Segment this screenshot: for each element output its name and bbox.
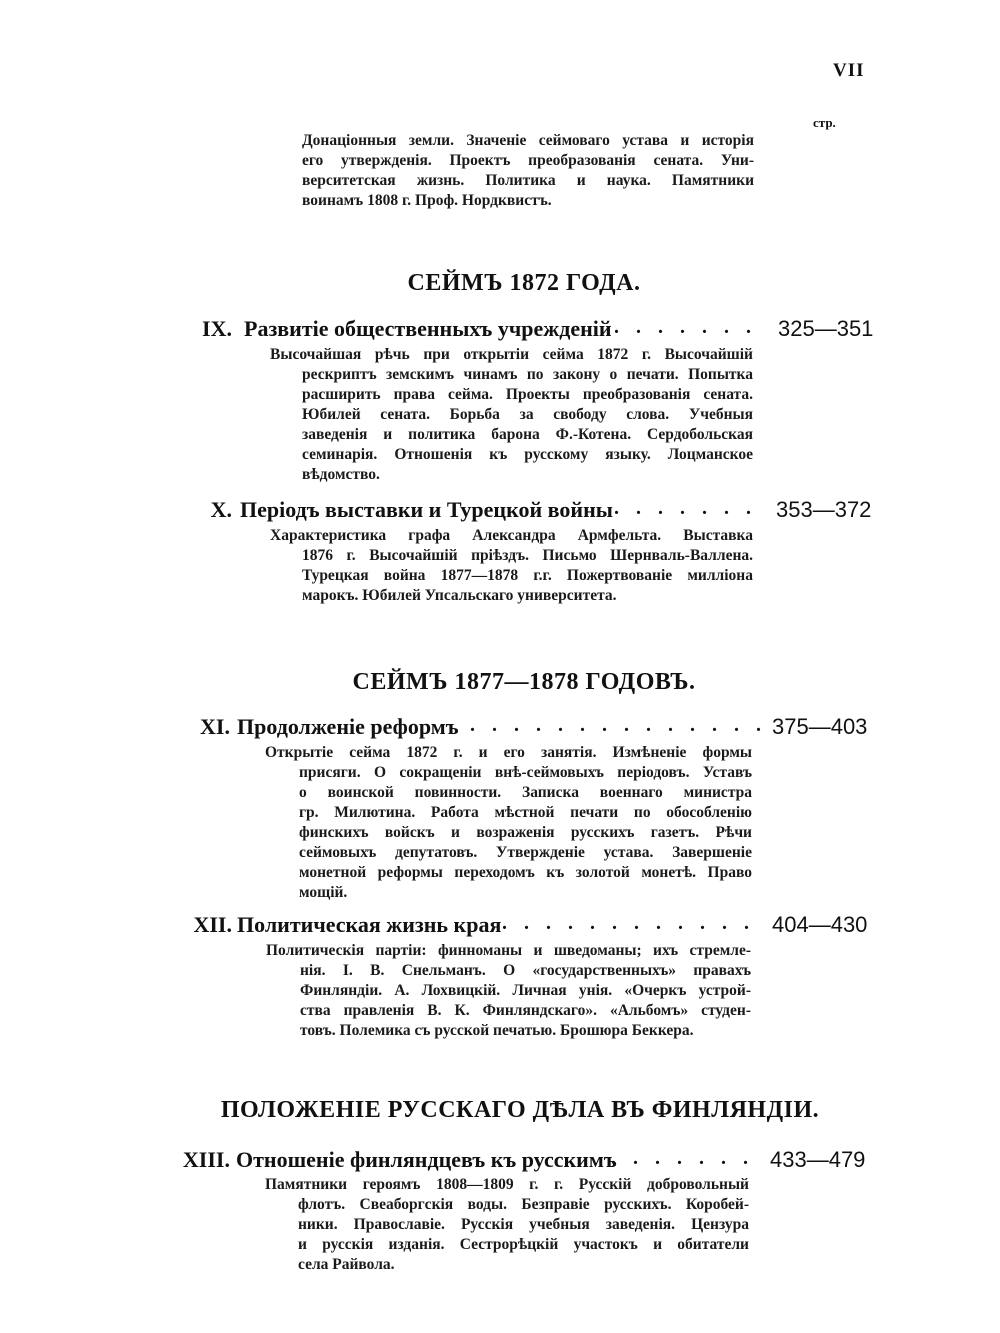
page-range: 433—479 bbox=[770, 1147, 866, 1172]
description-line: сеймовыхъ депутатовъ. Утвержденіе устава. Завершеніе bbox=[299, 844, 752, 861]
description-line: 1876 г. Высочайшій пріѣздъ. Письмо Шернваль-Валлена. bbox=[302, 547, 753, 564]
chapter-description bbox=[300, 961, 751, 1041]
page-range: 404—430 bbox=[772, 912, 868, 937]
description-line: Высочайшая рѣчь при открытіи сейма 1872 г. Высочайшій bbox=[270, 346, 753, 363]
description-line: рескриптъ земскимъ чинамъ по закону о печати. Попытка bbox=[302, 366, 753, 383]
description-line: Открытіе сейма 1872 г. и его занятія. Измѣненіе формы bbox=[265, 744, 752, 761]
leader-dots: . . . . . . . bbox=[611, 1147, 754, 1169]
chapter-description bbox=[270, 526, 753, 546]
chapter-numeral: IX. bbox=[202, 316, 232, 341]
toc-entry[interactable] bbox=[0, 1147, 1000, 1175]
chapter-numeral: XI. bbox=[200, 714, 230, 739]
description-line: Политическія партіи: финноманы и шведоманы; ихъ стремле- bbox=[266, 942, 751, 959]
section-title: ПОЛОЖЕНІЕ РУССКАГО ДѢЛА ВЪ ФИНЛЯНДІИ. bbox=[220, 1097, 820, 1123]
section-title: СЕЙМЪ 1877—1878 ГОДОВЪ. bbox=[352, 669, 696, 695]
chapter-description bbox=[299, 763, 752, 903]
chapter-description bbox=[298, 1195, 749, 1275]
description-line: заведенія и политика барона Ф.-Котена. Сердобольская bbox=[302, 426, 753, 443]
chapter-title: Политическая жизнь края bbox=[237, 912, 502, 937]
description-line: и русскія изданія. Сестрорѣцкій участокъ и обитатели bbox=[298, 1236, 749, 1253]
page-column-label: стр. bbox=[813, 115, 836, 130]
chapter-title: Развитіе общественныхъ учрежденій bbox=[244, 316, 612, 341]
chapter-title: Продолженіе реформъ bbox=[237, 714, 459, 739]
description-line: гр. Милютина. Работа мѣстной печати по обособленію bbox=[299, 804, 752, 821]
description-line: Турецкая война 1877—1878 г.г. Пожертвованіе милліона bbox=[302, 567, 753, 584]
chapter-description bbox=[270, 345, 753, 365]
chapter-description bbox=[265, 1175, 749, 1195]
leader-dots: . . . . . . . bbox=[614, 497, 757, 519]
chapter-numeral: X. bbox=[210, 497, 232, 522]
chapter-description bbox=[302, 365, 753, 485]
description-line: товъ. Полемика съ русской печатью. Брошюра Беккера. bbox=[300, 1022, 694, 1039]
chapter-title: Отношеніе финляндцевъ къ русскимъ bbox=[236, 1147, 617, 1172]
page-number: VII bbox=[833, 60, 865, 81]
leader-dots: . . . . . . . bbox=[614, 316, 757, 338]
description-line: семинарія. Отношенія къ русскому языку. Лоцманское bbox=[302, 446, 753, 463]
description-line: Юбилей сената. Борьба за свободу слова. Учебныя bbox=[302, 406, 753, 423]
chapter-numeral: XII. bbox=[193, 912, 232, 937]
description-line: Памятники героямъ 1808—1809 г. г. Русскій добровольный bbox=[265, 1176, 749, 1193]
page-range: 375—403 bbox=[772, 714, 868, 739]
intro-line: воинамъ 1808 г. Проф. Нордквистъ. bbox=[302, 192, 552, 209]
description-line: села Райвола. bbox=[298, 1256, 395, 1273]
chapter-description bbox=[265, 743, 752, 763]
leader-dots: . . . . . . . . . . . . . . bbox=[470, 714, 767, 736]
description-line: вѣдомство. bbox=[302, 466, 380, 483]
page-range: 325—351 bbox=[778, 316, 874, 341]
description-line: нія. І. В. Снельманъ. О «государственныхъ» правахъ bbox=[300, 962, 751, 979]
intro-description bbox=[302, 131, 754, 211]
description-line: о воинской повинности. Записка военнаго министра bbox=[299, 784, 752, 801]
intro-line: верситетская жизнь. Политика и наука. Памятники bbox=[302, 172, 754, 189]
description-line: ники. Православіе. Русскія учебныя заведенія. Цензура bbox=[298, 1216, 749, 1233]
intro-line: его утвержденія. Проектъ преобразованія сената. Уни- bbox=[302, 152, 754, 169]
description-line: флотъ. Свеаборгскія воды. Безправіе русскихъ. Коробей- bbox=[298, 1196, 749, 1213]
leader-dots: . . . . . . . . . . . . bbox=[502, 912, 755, 934]
description-line: Характеристика графа Александра Армфельта. Выставка bbox=[270, 527, 753, 544]
description-line: марокъ. Юбилей Упсальскаго университета. bbox=[302, 587, 617, 604]
chapter-description bbox=[302, 546, 753, 606]
toc-entry[interactable] bbox=[0, 497, 1000, 525]
toc-entry[interactable] bbox=[0, 316, 1000, 344]
description-line: присяги. О сокращеніи внѣ-сеймовыхъ періодовъ. Уставъ bbox=[299, 764, 752, 781]
page-range: 353—372 bbox=[776, 497, 872, 522]
chapter-title: Періодъ выставки и Турецкой войны bbox=[240, 497, 613, 522]
description-line: мощій. bbox=[299, 884, 348, 901]
description-line: ства правленія В. К. Финляндскаго». «Альбомъ» студен- bbox=[300, 1002, 751, 1019]
description-line: Финляндіи. А. Лохвицкій. Личная унія. «Очеркъ устрой- bbox=[300, 982, 751, 999]
description-line: финскихъ войскъ и возраженія русскихъ газетъ. Рѣчи bbox=[299, 824, 752, 841]
description-line: монетной реформы переходомъ къ золотой монетѣ. Право bbox=[299, 864, 752, 881]
description-line: расширить права сейма. Проекты преобразованія сената. bbox=[302, 386, 753, 403]
chapter-numeral: XIII. bbox=[182, 1147, 230, 1172]
toc-entry[interactable] bbox=[0, 912, 1000, 940]
chapter-description bbox=[266, 941, 751, 961]
intro-line: Донаціонныя земли. Значеніе сеймоваго устава и исторія bbox=[302, 132, 754, 149]
section-title: СЕЙМЪ 1872 ГОДА. bbox=[407, 270, 641, 296]
toc-entry[interactable] bbox=[0, 714, 1000, 742]
